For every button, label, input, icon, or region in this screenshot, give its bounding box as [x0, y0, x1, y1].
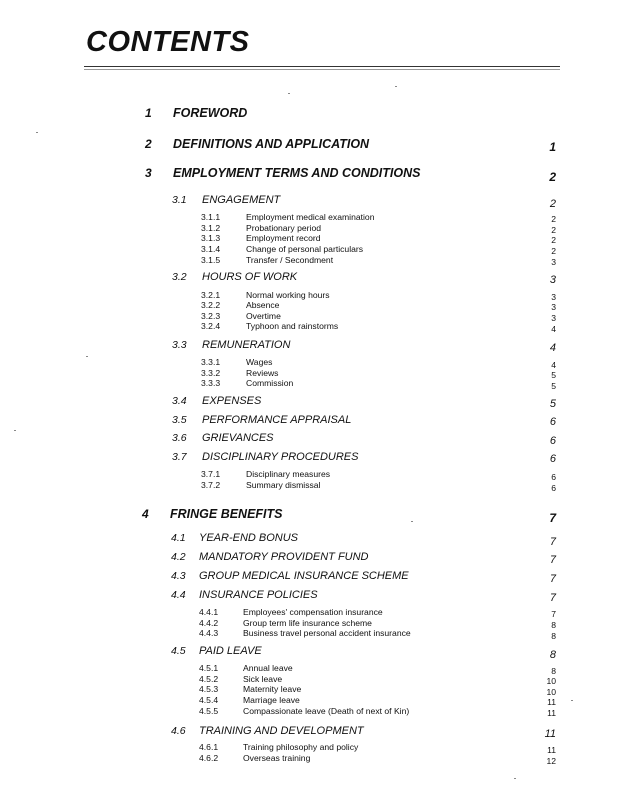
toc-entry-number: 3.1.2 — [201, 223, 221, 233]
toc-entry-number: 3.3.3 — [201, 378, 221, 388]
toc-entry-number: 3.2.1 — [201, 290, 221, 300]
toc-entry-number: 3.7.2 — [201, 480, 221, 490]
toc-entry-page: 5 — [549, 398, 556, 410]
toc-entry-number: 4.4.2 — [199, 618, 219, 628]
toc-entry-number: 3.6 — [172, 432, 187, 444]
toc-entry-page: 7 — [549, 536, 556, 548]
toc-entry-number: 3.5 — [172, 414, 187, 426]
toc-entry-page: 2 — [549, 198, 556, 210]
toc-entry-page: 7 — [549, 554, 556, 566]
scan-speck — [395, 86, 397, 87]
toc-entry-title: TRAINING AND DEVELOPMENT — [199, 725, 364, 737]
toc-entry-title: EMPLOYMENT TERMS AND CONDITIONS — [173, 166, 421, 180]
toc-entry-number: 4.6.1 — [199, 742, 219, 752]
toc-entry-page: 1 — [549, 140, 556, 154]
toc-entry — [0, 753, 641, 765]
toc-entry-number: 4.2 — [171, 551, 186, 563]
toc-entry-number: 3.1.3 — [201, 233, 221, 243]
toc-entry-page: 4 — [551, 360, 556, 370]
toc-entry-title: Normal working hours — [246, 290, 330, 300]
toc-entry-page: 2 — [551, 246, 556, 256]
toc-entry-number: 1 — [145, 106, 152, 120]
toc-entry-number: 3.3.1 — [201, 357, 221, 367]
toc-entry-number: 4.5.2 — [199, 674, 219, 684]
scan-speck — [288, 93, 290, 94]
toc-entry-title: INSURANCE POLICIES — [199, 589, 318, 601]
toc-entry-number: 4.6 — [171, 725, 186, 737]
toc-entry — [0, 480, 641, 492]
toc-entry-title: DISCIPLINARY PROCEDURES — [202, 451, 359, 463]
toc-entry-title: Annual leave — [243, 663, 293, 673]
toc-entry — [0, 166, 641, 184]
toc-entry-page: 10 — [546, 687, 556, 697]
toc-entry-number: 4.1 — [171, 532, 186, 544]
toc-entry-number: 4.5.5 — [199, 706, 219, 716]
toc-entry — [0, 255, 641, 267]
toc-entry-title: GROUP MEDICAL INSURANCE SCHEME — [199, 570, 409, 582]
toc-entry-number: 3.1.4 — [201, 244, 221, 254]
toc-entry-page: 2 — [551, 214, 556, 224]
toc-entry-number: 4.4.3 — [199, 628, 219, 638]
toc-entry-title: Typhoon and rainstorms — [246, 321, 339, 331]
toc-entry-number: 3.2.2 — [201, 300, 221, 310]
toc-entry — [0, 432, 641, 447]
toc-entry-title: Overseas training — [243, 753, 311, 763]
toc-entry-title: Disciplinary measures — [246, 469, 331, 479]
toc-entry-page: 8 — [551, 666, 556, 676]
toc-entry-number: 4.5 — [171, 645, 186, 657]
toc-entry-title: ENGAGEMENT — [202, 194, 281, 206]
toc-entry-title: Summary dismissal — [246, 480, 321, 490]
toc-entry-page: 11 — [547, 697, 556, 707]
toc-entry — [0, 532, 641, 548]
scan-speck — [571, 700, 573, 701]
toc-entry-page: 6 — [551, 483, 556, 493]
toc-entry-page: 11 — [544, 728, 556, 740]
toc-entry-title: DEFINITIONS AND APPLICATION — [173, 137, 370, 151]
toc-entry-title: Compassionate leave (Death of next of Kin) — [243, 706, 410, 716]
toc-entry — [0, 725, 641, 740]
title-rule-secondary — [84, 69, 560, 70]
toc-entry-title: MANDATORY PROVIDENT FUND — [199, 551, 369, 563]
toc-entry-title: Transfer / Secondment — [246, 255, 334, 265]
toc-entry-page: 6 — [551, 472, 556, 482]
toc-entry-title: Employment record — [246, 233, 321, 243]
toc-entry-title: REMUNERATION — [202, 339, 291, 351]
toc-entry-page: 6 — [549, 453, 556, 465]
toc-entry-page: 3 — [549, 274, 556, 286]
toc-entry-number: 4 — [142, 507, 149, 521]
toc-entry-title: Wages — [246, 357, 273, 367]
scan-speck — [411, 521, 413, 522]
toc-entry-title: YEAR-END BONUS — [199, 532, 299, 544]
toc-entry-number: 4.4.1 — [199, 607, 219, 617]
toc-entry — [0, 570, 641, 585]
toc-entry-title: Business travel personal accident insurance — [243, 628, 411, 638]
toc-entry — [0, 589, 641, 604]
scan-speck — [36, 132, 38, 133]
toc-entry — [0, 378, 641, 390]
toc-entry-page: 8 — [549, 649, 556, 661]
toc-entry-number: 4.6.2 — [199, 753, 219, 763]
toc-entry-page: 3 — [551, 302, 556, 312]
toc-entry-number: 3.4 — [172, 395, 187, 407]
toc-entry — [0, 551, 641, 566]
toc-entry-page: 11 — [547, 708, 556, 718]
toc-entry — [0, 451, 641, 463]
toc-entry-page: 7 — [551, 609, 556, 619]
toc-entry-page: 2 — [551, 225, 556, 235]
toc-entry-number: 3.3.2 — [201, 368, 221, 378]
toc-entry — [0, 507, 641, 525]
toc-entry-title: HOURS OF WORK — [202, 271, 298, 283]
toc-entry — [0, 321, 641, 333]
toc-entry-number: 3.2.3 — [201, 311, 221, 321]
toc-entry-number: 2 — [145, 137, 152, 151]
toc-entry-page: 7 — [549, 573, 556, 585]
toc-entry-title: Overtime — [246, 311, 281, 321]
toc-entry-title: Employment medical examination — [246, 212, 375, 222]
toc-entry — [0, 339, 641, 354]
toc-entry — [0, 106, 641, 118]
toc-entry — [0, 194, 641, 210]
toc-entry-number: 4.5.3 — [199, 684, 219, 694]
toc-entry-page: 7 — [549, 592, 556, 604]
toc-entry-title: Group term life insurance scheme — [243, 618, 372, 628]
toc-entry-title: PAID LEAVE — [199, 645, 262, 657]
toc-entry-title: Change of personal particulars — [246, 244, 364, 254]
toc-entry-number: 3.1.5 — [201, 255, 221, 265]
toc-entry-title: EXPENSES — [202, 395, 262, 407]
scan-speck — [514, 778, 516, 779]
toc-entry-title: Probationary period — [246, 223, 322, 233]
toc-entry-number: 3.1 — [172, 194, 187, 206]
toc-entry — [0, 137, 641, 154]
toc-entry-page: 4 — [549, 342, 556, 354]
toc-entry-page: 3 — [551, 257, 556, 267]
toc-entry-page: 8 — [551, 620, 556, 630]
toc-entry-page: 7 — [549, 511, 556, 525]
toc-entry-title: PERFORMANCE APPRAISAL — [202, 414, 352, 426]
toc-entry-title: Training philosophy and policy — [243, 742, 359, 752]
toc-entry — [0, 414, 641, 426]
toc-entry-title: Sick leave — [243, 674, 283, 684]
toc-entry-number: 4.5.4 — [199, 695, 219, 705]
toc-entry-page: 3 — [551, 292, 556, 302]
toc-entry-page: 4 — [551, 324, 556, 334]
toc-entry-title: Marriage leave — [243, 695, 300, 705]
toc-entry-page: 6 — [549, 435, 556, 447]
toc-entry-page: 11 — [547, 745, 556, 755]
title-rule — [84, 66, 560, 67]
toc-entry-number: 3.2.4 — [201, 321, 221, 331]
toc-entry-number: 3 — [145, 166, 152, 180]
toc-entry-page: 12 — [546, 756, 556, 766]
toc-entry-title: FOREWORD — [173, 106, 248, 120]
toc-entry-page: 6 — [549, 416, 556, 428]
toc-entry-title: Commission — [246, 378, 294, 388]
toc-entry-number: 4.5.1 — [199, 663, 219, 673]
scan-speck — [14, 430, 16, 431]
toc-entry-page: 10 — [546, 676, 556, 686]
toc-entry-number: 4.3 — [171, 570, 186, 582]
toc-entry-number: 3.3 — [172, 339, 187, 351]
toc-entry — [0, 395, 641, 410]
toc-entry — [0, 271, 641, 286]
toc-entry-number: 3.7.1 — [201, 469, 221, 479]
toc-entry-page: 8 — [551, 631, 556, 641]
toc-entry — [0, 645, 641, 661]
toc-entry-page: 2 — [549, 170, 556, 184]
toc-entry-title: Employees' compensation insurance — [243, 607, 383, 617]
toc-entry-title: GRIEVANCES — [202, 432, 274, 444]
toc-entry-title: FRINGE BENEFITS — [170, 507, 283, 521]
toc-entry-title: Absence — [246, 300, 280, 310]
toc-entry-number: 3.7 — [172, 451, 187, 463]
toc-entry-title: Reviews — [246, 368, 279, 378]
toc-entry-number: 4.4 — [171, 589, 186, 601]
toc-entry-number: 3.1.1 — [201, 212, 221, 222]
toc-entry-page: 5 — [551, 370, 556, 380]
toc-entry-title: Maternity leave — [243, 684, 302, 694]
page-title: CONTENTS — [86, 26, 250, 58]
scan-speck — [86, 356, 88, 357]
toc-entry-page: 5 — [551, 381, 556, 391]
toc-entry-page: 2 — [551, 235, 556, 245]
toc-entry-number: 3.2 — [172, 271, 187, 283]
toc-entry — [0, 628, 641, 640]
toc-entry-page: 3 — [551, 313, 556, 323]
toc-entry — [0, 706, 641, 718]
